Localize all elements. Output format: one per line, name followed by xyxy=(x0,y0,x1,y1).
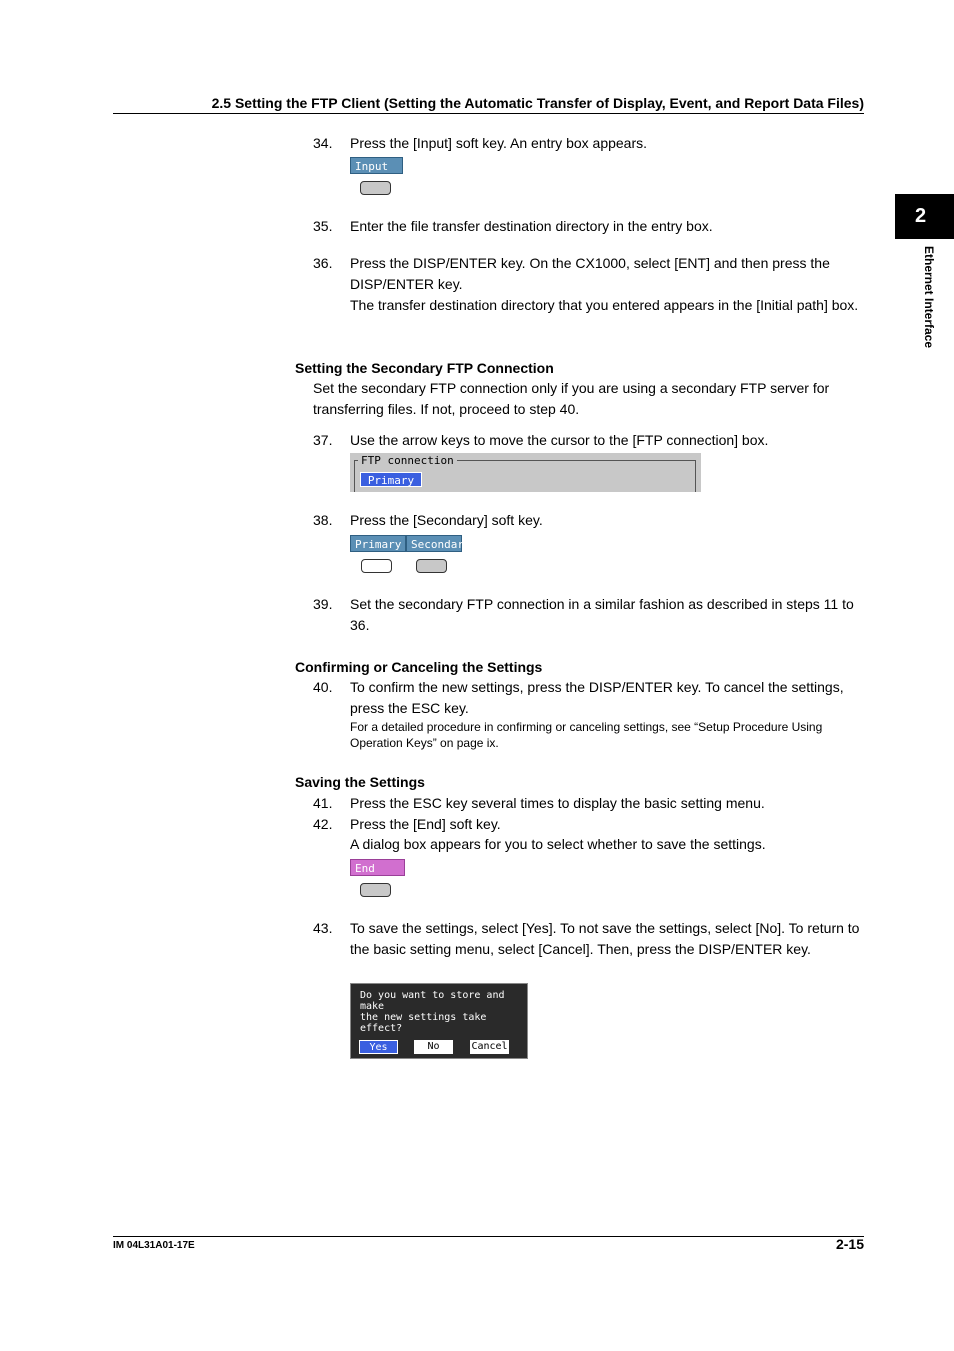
dialog-yes-button: Yes xyxy=(359,1040,398,1054)
ftp-connection-box xyxy=(350,453,701,492)
running-header: 2.5 Setting the FTP Client (Setting the Automatic Transfer of Display, Event, and Report Data Files) xyxy=(113,94,864,114)
step-text-continued: The transfer destination directory that you entered appears in the [Initial path] box. xyxy=(350,297,859,313)
step-number: 40. xyxy=(313,679,333,695)
step-text: Use the arrow keys to move the cursor to the [FTP connection] box. xyxy=(350,432,769,448)
step-number: 39. xyxy=(313,596,333,612)
step-number: 43. xyxy=(313,920,333,936)
section-heading: Saving the Settings xyxy=(295,774,425,790)
end-softkey: End xyxy=(350,859,405,876)
ftp-connection-value: Primary xyxy=(360,472,422,487)
primary-softkey: Primary xyxy=(350,535,406,552)
footer-rule xyxy=(113,1236,864,1237)
physical-key-icon xyxy=(361,559,392,573)
step-text: Press the ESC key several times to display the basic setting menu. xyxy=(350,795,765,811)
step-number: 38. xyxy=(313,512,333,528)
step-text: Press the DISP/ENTER key. On the CX1000, select [ENT] and then press the DISP/ENTER key. xyxy=(350,255,830,292)
step-number: 35. xyxy=(313,218,333,234)
chapter-tab: 2 xyxy=(895,194,954,239)
dialog-line: the new settings take effect? xyxy=(360,1012,487,1034)
ftp-connection-label: FTP connection xyxy=(358,454,457,467)
step-text: Press the [End] soft key. xyxy=(350,816,501,832)
step-text: Enter the file transfer destination directory in the entry box. xyxy=(350,218,713,234)
physical-key-icon xyxy=(416,559,447,573)
step-text: To save the settings, select [Yes]. To not save the settings, select [No]. To return to the basic setting menu, select [Cancel]. Then, press the DISP/ENTER key. xyxy=(350,920,860,957)
section-body: Set the secondary FTP connection only if you are using a secondary FTP server for transferring files. If not, proceed to step 40. xyxy=(313,380,830,417)
secondary-softkey: Secondary xyxy=(406,535,462,552)
physical-key-icon xyxy=(360,181,391,195)
step-text: Press the [Input] soft key. An entry box appears. xyxy=(350,135,648,151)
step-text: To confirm the new settings, press the DISP/ENTER key. To cancel the settings, press the ESC key. xyxy=(350,679,844,716)
dialog-cancel-button: Cancel xyxy=(471,1041,508,1052)
step-number: 42. xyxy=(313,816,333,832)
step-number: 41. xyxy=(313,795,333,811)
chapter-side-label xyxy=(902,246,946,376)
step-number: 37. xyxy=(313,432,333,448)
section-heading: Setting the Secondary FTP Connection xyxy=(295,360,554,376)
step-number: 34. xyxy=(313,135,333,151)
save-dialog xyxy=(350,983,528,1059)
dialog-line: Do you want to store and make xyxy=(360,990,505,1012)
input-softkey: Input xyxy=(350,157,403,174)
dialog-no-button: No xyxy=(414,1040,453,1054)
dialog-message xyxy=(360,990,525,1034)
step-note: For a detailed procedure in confirming or canceling settings, see “Setup Procedure Using Operation Keys” on page ix. xyxy=(350,720,823,750)
physical-key-icon xyxy=(360,883,391,897)
step-text: Press the [Secondary] soft key. xyxy=(350,512,543,528)
step-text-continued: A dialog box appears for you to select whether to save the settings. xyxy=(350,836,766,852)
chapter-label-text: Ethernet Interface xyxy=(922,246,936,349)
document-id: IM 04L31A01-17E xyxy=(113,1240,195,1251)
section-heading: Confirming or Canceling the Settings xyxy=(295,659,543,675)
page-number: 2-15 xyxy=(835,1236,864,1252)
step-text: Set the secondary FTP connection in a similar fashion as described in steps 11 to 36. xyxy=(350,596,854,633)
step-number: 36. xyxy=(313,255,333,271)
